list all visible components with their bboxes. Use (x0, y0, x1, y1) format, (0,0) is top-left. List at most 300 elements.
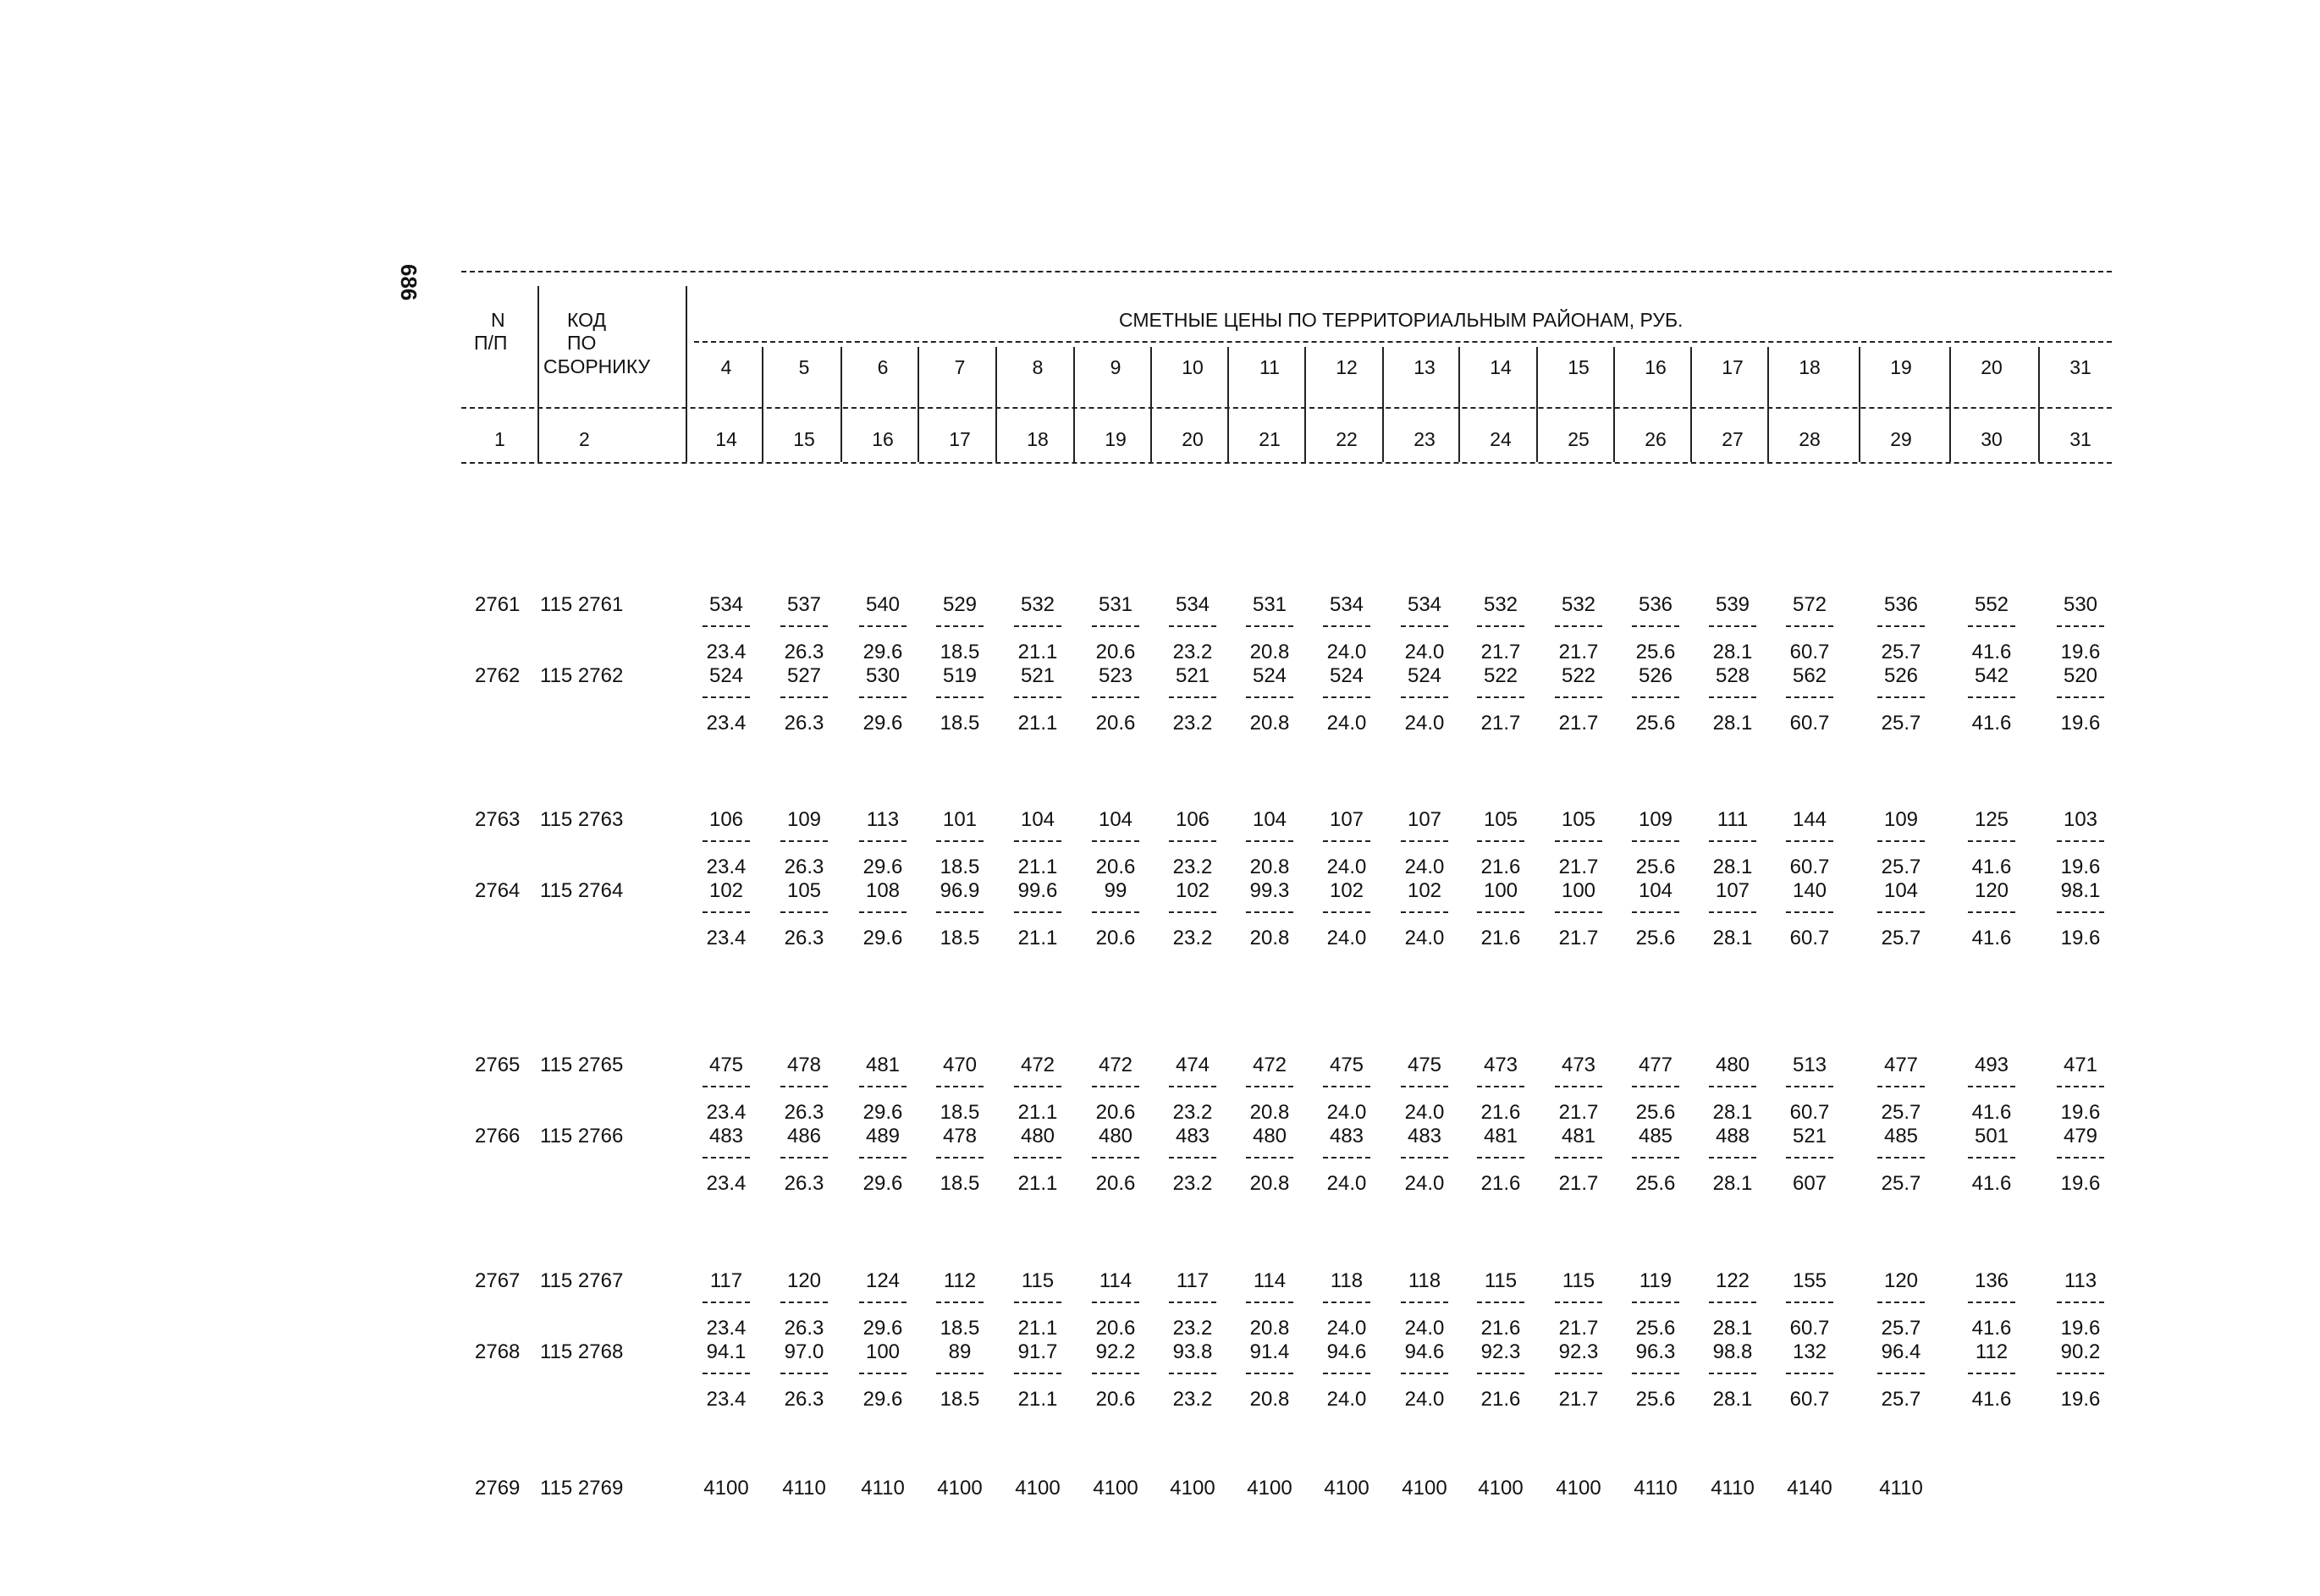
price-value: 479 (2063, 1125, 2098, 1147)
price-value: 104 (1638, 879, 1673, 902)
header-bottom-rule (461, 462, 2112, 464)
price-value: 101 (942, 808, 978, 831)
coefficient-value: 20.8 (1249, 1317, 1290, 1340)
price-value: 529 (942, 593, 978, 616)
fraction-bar (1709, 1302, 1756, 1303)
price-value: 520 (2063, 664, 2098, 687)
coefficient-value: 21.6 (1480, 1172, 1521, 1195)
price-value: 112 (1975, 1340, 2009, 1363)
header-region-10: 10 (1182, 356, 1204, 378)
price-value: 472 (1020, 1054, 1055, 1076)
fraction-bar (859, 1302, 907, 1303)
row-number: 2769 (475, 1477, 521, 1500)
header-colnum-24: 24 (1490, 428, 1512, 450)
price-value: 534 (708, 593, 744, 616)
fraction-bar (1169, 696, 1216, 698)
row-number: 2762 (475, 664, 521, 687)
price-value: 477 (1638, 1054, 1673, 1076)
price-value: 105 (1561, 808, 1596, 831)
price-value: 475 (1329, 1054, 1364, 1076)
price-value: 531 (1098, 593, 1133, 616)
fraction-bar (1401, 911, 1448, 913)
fraction-bar (1555, 696, 1602, 698)
coefficient-value: 23.4 (706, 1101, 747, 1124)
fraction-bar (1169, 911, 1216, 913)
price-value: 99 (1104, 879, 1127, 902)
coefficient-value: 21.7 (1558, 1101, 1599, 1124)
fraction-bar (1555, 625, 1602, 627)
fraction-bar (1323, 696, 1370, 698)
fraction-bar (1169, 840, 1216, 842)
fraction-bar (1323, 840, 1370, 842)
fraction-bar (1709, 1086, 1756, 1087)
price-value: 92.2 (1095, 1340, 1136, 1363)
fraction-bar (1709, 840, 1756, 842)
price-value: 118 (1408, 1269, 1441, 1292)
coefficient-value: 26.3 (784, 927, 824, 949)
coefficient-value: 20.6 (1095, 927, 1136, 949)
fraction-bar (936, 911, 984, 913)
coefficient-value: 24.0 (1404, 1101, 1445, 1124)
price-value: 104 (1098, 808, 1133, 831)
price-value: 527 (786, 664, 822, 687)
fraction-bar (1401, 1302, 1448, 1303)
price-value: 120 (1883, 1269, 1919, 1292)
fraction-bar (2057, 1373, 2104, 1374)
fraction-bar (936, 1086, 984, 1087)
coefficient-value: 24.0 (1404, 1317, 1445, 1340)
coefficient-value: 29.6 (862, 856, 903, 878)
price-value: 117 (709, 1269, 743, 1292)
fraction-bar (1632, 625, 1679, 627)
coefficient-value: 60.7 (1789, 856, 1830, 878)
price-value: 96.9 (940, 879, 980, 902)
coefficient-value: 41.6 (1971, 712, 2012, 735)
coefficient-value: 25.6 (1635, 1101, 1676, 1124)
coefficient-value: 20.8 (1249, 927, 1290, 949)
header-col-separator (1949, 347, 1951, 462)
header-col-separator (1150, 347, 1152, 462)
price-value: 552 (1974, 593, 2009, 616)
coefficient-value: 26.3 (784, 1317, 824, 1340)
fraction-bar (1014, 1157, 1061, 1158)
coefficient-value: 23.2 (1172, 1317, 1213, 1340)
fraction-bar (859, 625, 907, 627)
price-value: 526 (1638, 664, 1673, 687)
price-value: 99.6 (1017, 879, 1058, 902)
fraction-bar (1246, 1373, 1293, 1374)
coefficient-value: 23.2 (1172, 1388, 1213, 1411)
fraction-bar (1014, 1373, 1061, 1374)
fraction-bar (1709, 625, 1756, 627)
price-value: 115 (1562, 1269, 1595, 1292)
header-colnum-23: 23 (1413, 428, 1436, 450)
row-code: 115 2765 (540, 1054, 624, 1076)
fraction-bar (1246, 696, 1293, 698)
header-colnum-26: 26 (1645, 428, 1667, 450)
coefficient-value: 21.6 (1480, 927, 1521, 949)
coefficient-value: 26.3 (784, 712, 824, 735)
fraction-bar (1877, 696, 1925, 698)
coefficient-value: 20.8 (1249, 856, 1290, 878)
coefficient-value: 24.0 (1326, 712, 1367, 735)
price-value: 102 (1175, 879, 1210, 902)
fraction-bar (703, 1086, 750, 1087)
header-region-16: 16 (1645, 356, 1667, 378)
coefficient-value: 24.0 (1326, 1317, 1367, 1340)
fraction-bar (1709, 1373, 1756, 1374)
price-value: 119 (1639, 1269, 1672, 1292)
fraction-bar (703, 911, 750, 913)
coefficient-value: 23.4 (706, 1388, 747, 1411)
price-value: 106 (708, 808, 744, 831)
coefficient-value: 23.2 (1172, 1101, 1213, 1124)
price-value: 519 (942, 664, 978, 687)
coefficient-value: 28.1 (1712, 1317, 1753, 1340)
price-value: 98.8 (1712, 1340, 1753, 1363)
coefficient-value: 41.6 (1971, 1172, 2012, 1195)
coefficient-value: 18.5 (940, 927, 980, 949)
price-value: 115 (1484, 1269, 1518, 1292)
coefficient-value: 25.6 (1635, 1317, 1676, 1340)
fraction-bar (703, 840, 750, 842)
fraction-bar (1477, 1373, 1524, 1374)
fraction-bar (780, 1086, 828, 1087)
coefficient-value: 21.6 (1480, 1317, 1521, 1340)
coefficient-value: 23.4 (706, 856, 747, 878)
coefficient-value: 25.6 (1635, 927, 1676, 949)
coefficient-value: 20.6 (1095, 641, 1136, 663)
coefficient-value: 20.6 (1095, 856, 1136, 878)
fraction-bar (1401, 1086, 1448, 1087)
price-value: 483 (708, 1125, 744, 1147)
fraction-bar (1092, 1157, 1139, 1158)
coefficient-value: 24.0 (1326, 1388, 1367, 1411)
coefficient-value: 21.7 (1558, 1317, 1599, 1340)
fraction-bar (936, 840, 984, 842)
coefficient-value: 24.0 (1326, 927, 1367, 949)
coefficient-value: 25.6 (1635, 1172, 1676, 1195)
price-value: 524 (1329, 664, 1364, 687)
price-value: 4140 (1787, 1477, 1832, 1500)
header-colnum-1: 1 (494, 428, 505, 450)
header-n: N (491, 309, 505, 331)
price-value: 478 (942, 1125, 978, 1147)
coefficient-value: 60.7 (1789, 641, 1830, 663)
fraction-bar (1092, 696, 1139, 698)
price-value: 107 (1329, 808, 1364, 831)
coefficient-value: 23.2 (1172, 856, 1213, 878)
header-region-19: 19 (1890, 356, 1912, 378)
coefficient-value: 60.7 (1789, 1388, 1830, 1411)
coefficient-value: 28.1 (1712, 927, 1753, 949)
fraction-bar (703, 1373, 750, 1374)
coefficient-value: 24.0 (1404, 641, 1445, 663)
fraction-bar (1246, 625, 1293, 627)
price-value: 4100 (1015, 1477, 1061, 1500)
fraction-bar (1786, 1086, 1833, 1087)
fraction-bar (703, 1302, 750, 1303)
price-value: 522 (1483, 664, 1518, 687)
coefficient-value: 20.6 (1095, 1388, 1136, 1411)
price-value: 480 (1252, 1125, 1287, 1147)
price-value: 92.3 (1558, 1340, 1599, 1363)
price-value: 105 (1483, 808, 1518, 831)
row-number: 2767 (475, 1269, 521, 1292)
fraction-bar (1246, 911, 1293, 913)
fraction-bar (1632, 1157, 1679, 1158)
price-value: 96.3 (1635, 1340, 1676, 1363)
header-title: СМЕТНЫЕ ЦЕНЫ ПО ТЕРРИТОРИАЛЬНЫМ РАЙОНАМ, РУБ. (1119, 309, 1684, 331)
header-col-separator (1458, 347, 1460, 462)
price-value: 118 (1330, 1269, 1364, 1292)
coefficient-value: 21.7 (1480, 641, 1521, 663)
fraction-bar (859, 1086, 907, 1087)
coefficient-value: 28.1 (1712, 1388, 1753, 1411)
coefficient-value: 19.6 (2060, 1101, 2101, 1124)
price-value: 480 (1715, 1054, 1750, 1076)
coefficient-value: 23.4 (706, 1172, 747, 1195)
row-code: 115 2764 (540, 879, 624, 902)
coefficient-value: 24.0 (1404, 1388, 1445, 1411)
fraction-bar (1169, 1373, 1216, 1374)
coefficient-value: 18.5 (940, 1172, 980, 1195)
price-value: 562 (1792, 664, 1827, 687)
coefficient-value: 41.6 (1971, 1317, 2012, 1340)
fraction-bar (1555, 1086, 1602, 1087)
coefficient-value: 23.2 (1172, 641, 1213, 663)
coefficient-value: 18.5 (940, 856, 980, 878)
price-value: 114 (1099, 1269, 1132, 1292)
price-value: 100 (865, 1340, 901, 1363)
price-value: 90.2 (2060, 1340, 2101, 1363)
coefficient-value: 21.1 (1017, 1172, 1058, 1195)
fraction-bar (1968, 1086, 2015, 1087)
fraction-bar (1786, 1302, 1833, 1303)
price-value: 483 (1407, 1125, 1442, 1147)
header-col-separator (1690, 347, 1692, 462)
fraction-bar (1968, 696, 2015, 698)
header-region-13: 13 (1413, 356, 1436, 378)
price-value: 473 (1561, 1054, 1596, 1076)
fraction-bar (2057, 911, 2104, 913)
fraction-bar (780, 1373, 828, 1374)
price-value: 524 (708, 664, 744, 687)
price-value: 473 (1483, 1054, 1518, 1076)
fraction-bar (859, 1373, 907, 1374)
header-colnum-16: 16 (872, 428, 894, 450)
price-value: 102 (1329, 879, 1364, 902)
price-value: 4100 (937, 1477, 983, 1500)
price-value: 475 (708, 1054, 744, 1076)
header-region-14: 14 (1490, 356, 1512, 378)
price-value: 493 (1974, 1054, 2009, 1076)
header-colnum-15: 15 (793, 428, 815, 450)
price-value: 99.3 (1249, 879, 1290, 902)
fraction-bar (2057, 1157, 2104, 1158)
header-top-rule (461, 271, 2112, 272)
fraction-bar (1709, 911, 1756, 913)
row-code: 115 2768 (540, 1340, 624, 1363)
fraction-bar (1786, 696, 1833, 698)
row-code: 115 2761 (540, 593, 624, 616)
fraction-bar (780, 840, 828, 842)
price-value: 530 (2063, 593, 2098, 616)
fraction-bar (1014, 625, 1061, 627)
price-value: 4100 (703, 1477, 749, 1500)
fraction-bar (780, 1302, 828, 1303)
price-value: 109 (786, 808, 822, 831)
fraction-bar (780, 1157, 828, 1158)
fraction-bar (1092, 625, 1139, 627)
price-value: 532 (1561, 593, 1596, 616)
coefficient-value: 25.7 (1881, 1388, 1921, 1411)
fraction-bar (1632, 1086, 1679, 1087)
fraction-bar (1092, 1373, 1139, 1374)
coefficient-value: 28.1 (1712, 1172, 1753, 1195)
header-colnum-30: 30 (1981, 428, 2003, 450)
header-sbornik: СБОРНИКУ (543, 355, 651, 377)
price-value: 480 (1020, 1125, 1055, 1147)
price-value: 114 (1253, 1269, 1287, 1292)
coefficient-value: 25.6 (1635, 641, 1676, 663)
fraction-bar (1169, 1157, 1216, 1158)
price-value: 532 (1483, 593, 1518, 616)
fraction-bar (1555, 1302, 1602, 1303)
price-value: 475 (1407, 1054, 1442, 1076)
price-value: 144 (1792, 808, 1827, 831)
header-col-separator (762, 347, 763, 462)
fraction-bar (1632, 696, 1679, 698)
fraction-bar (2057, 1302, 2104, 1303)
coefficient-value: 21.1 (1017, 641, 1058, 663)
header-colnum-18: 18 (1027, 428, 1049, 450)
price-value: 4100 (1478, 1477, 1524, 1500)
coefficient-value: 25.6 (1635, 712, 1676, 735)
fraction-bar (1477, 911, 1524, 913)
header-region-31: 31 (2069, 356, 2091, 378)
price-value: 100 (1561, 879, 1596, 902)
fraction-bar (1877, 840, 1925, 842)
header-region-15: 15 (1568, 356, 1590, 378)
coefficient-value: 20.8 (1249, 1101, 1290, 1124)
price-value: 140 (1792, 879, 1827, 902)
header-col-separator (1304, 347, 1306, 462)
price-value: 97.0 (784, 1340, 824, 1363)
price-value: 94.1 (706, 1340, 747, 1363)
price-value: 91.4 (1249, 1340, 1290, 1363)
page-number: 686 (396, 264, 422, 301)
header-colnum-29: 29 (1890, 428, 1912, 450)
coefficient-value: 19.6 (2060, 1317, 2101, 1340)
header-region-4: 4 (720, 356, 732, 378)
price-value: 4110 (782, 1477, 826, 1500)
header-col-separator (1073, 347, 1075, 462)
price-value: 102 (1407, 879, 1442, 902)
price-value: 523 (1098, 664, 1133, 687)
coefficient-value: 60.7 (1789, 927, 1830, 949)
fraction-bar (1555, 1157, 1602, 1158)
fraction-bar (1014, 1302, 1061, 1303)
price-value: 501 (1974, 1125, 2009, 1147)
coefficient-value: 29.6 (862, 1172, 903, 1195)
fraction-bar (1169, 625, 1216, 627)
header-colnum-14: 14 (715, 428, 737, 450)
fraction-bar (1014, 696, 1061, 698)
fraction-bar (1246, 840, 1293, 842)
header-mid-rule (461, 407, 2112, 409)
fraction-bar (1877, 1086, 1925, 1087)
price-value: 485 (1883, 1125, 1919, 1147)
header-col-separator (1767, 347, 1769, 462)
coefficient-value: 21.1 (1017, 856, 1058, 878)
price-value: 106 (1175, 808, 1210, 831)
coefficient-value: 20.6 (1095, 1101, 1136, 1124)
coefficient-value: 25.7 (1881, 1101, 1921, 1124)
coefficient-value: 19.6 (2060, 1388, 2101, 1411)
price-value: 102 (708, 879, 744, 902)
fraction-bar (1555, 1373, 1602, 1374)
fraction-bar (2057, 625, 2104, 627)
price-value: 542 (1974, 664, 2009, 687)
header-vline (537, 286, 539, 462)
header-region-20: 20 (1981, 356, 2003, 378)
fraction-bar (1092, 1086, 1139, 1087)
header-region-17: 17 (1722, 356, 1744, 378)
header-colnum-19: 19 (1105, 428, 1127, 450)
fraction-bar (1246, 1157, 1293, 1158)
header-region-18: 18 (1799, 356, 1821, 378)
fraction-bar (1092, 911, 1139, 913)
coefficient-value: 26.3 (784, 856, 824, 878)
coefficient-value: 28.1 (1712, 856, 1753, 878)
coefficient-value: 19.6 (2060, 1172, 2101, 1195)
price-value: 539 (1715, 593, 1750, 616)
coefficient-value: 28.1 (1712, 712, 1753, 735)
price-value: 111 (1717, 808, 1749, 831)
coefficient-value: 20.8 (1249, 1388, 1290, 1411)
header-region-8: 8 (1032, 356, 1044, 378)
price-value: 528 (1715, 664, 1750, 687)
coefficient-value: 25.7 (1881, 712, 1921, 735)
price-value: 477 (1883, 1054, 1919, 1076)
fraction-bar (780, 696, 828, 698)
fraction-bar (1709, 1157, 1756, 1158)
coefficient-value: 25.6 (1635, 856, 1676, 878)
price-value: 485 (1638, 1125, 1673, 1147)
price-value: 92.3 (1480, 1340, 1521, 1363)
coefficient-value: 18.5 (940, 1388, 980, 1411)
fraction-bar (1401, 1157, 1448, 1158)
price-value: 524 (1407, 664, 1442, 687)
coefficient-value: 19.6 (2060, 712, 2101, 735)
coefficient-value: 21.1 (1017, 1317, 1058, 1340)
price-value: 100 (1483, 879, 1518, 902)
header-colnum-31: 31 (2069, 428, 2091, 450)
header-region-11: 11 (1259, 356, 1280, 378)
fraction-bar (703, 625, 750, 627)
price-value: 112 (943, 1269, 977, 1292)
price-value: 103 (2063, 808, 2098, 831)
coefficient-value: 607 (1792, 1172, 1827, 1195)
price-value: 486 (786, 1125, 822, 1147)
fraction-bar (936, 625, 984, 627)
header-col-separator (1382, 347, 1384, 462)
fraction-bar (859, 1157, 907, 1158)
price-value: 107 (1407, 808, 1442, 831)
row-number: 2764 (475, 879, 521, 902)
coefficient-value: 29.6 (862, 1317, 903, 1340)
